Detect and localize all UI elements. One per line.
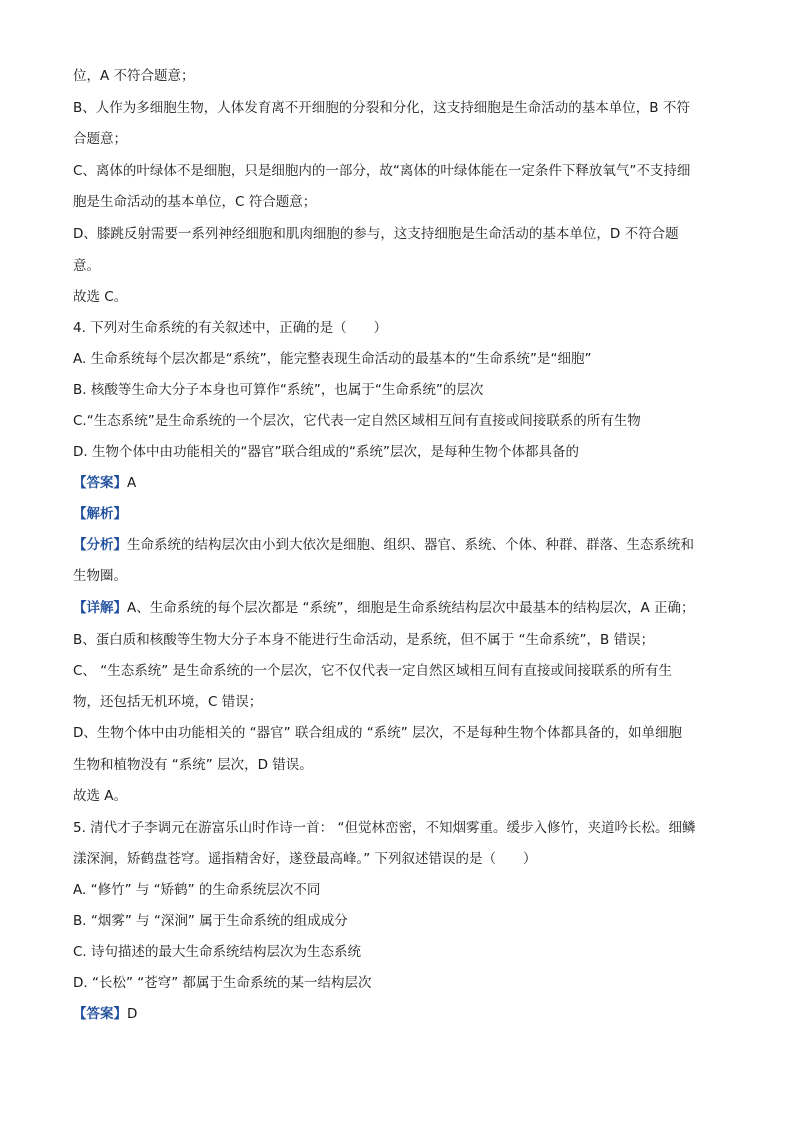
text-line: D、生物个体中由功能相关的 “器官” 联合组成的 “系统” 层次，不是每种生物个体都具备的，如单细胞 [73,725,683,741]
answer-line: 【答案】A [73,475,137,491]
answer-line: 【答案】D [73,1006,138,1022]
text-line: C、离体的叶绿体不是细胞，只是细胞内的一部分，故“离体的叶绿体能在一定条件下释放氧气”不支持细 [73,163,691,179]
text-line: 意。 [73,258,100,274]
text-line: 生物和植物没有 “系统” 层次，D 错误。 [73,757,313,773]
question-4-stem: 4. 下列对生命系统的有关叙述中，正确的是（ ） [73,320,388,336]
question-5-stem: 5. 清代才子李调元在游富乐山时作诗一首： “但觉林峦密，不知烟雾重。缓步入修竹，夹道吟长松。细鳞 [73,820,696,836]
question-4-option-d: D. 生物个体中由功能相关的“器官”联合组成的“系统”层次，是每种生物个体都具备的 [73,444,579,460]
text-line: 漾深涧，矫鹤盘苍穹。遥指精舍好，遂登最高峰。” 下列叙述错误的是（ ） [73,851,537,867]
text-line: D、膝跳反射需要一系列神经细胞和肌肉细胞的参与，这支持细胞是生命活动的基本单位，D 不符合题 [73,226,679,242]
question-4-option-a: A. 生命系统每个层次都是“系统”，能完整表现生命活动的最基本的“生命系统”是“细胞” [73,351,592,367]
text-line: 故选 C。 [73,289,128,305]
text-line: 位，A 不符合题意； [73,68,195,84]
text-line: C、 “生态系统” 是生命系统的一个层次，它不仅代表一定自然区域相互间有直接或间接联系的所有生 [73,663,672,679]
text-line: 合题意； [73,131,127,147]
detail-line: 【详解】A、生命系统的每个层次都是 “系统”，细胞是生命系统结构层次中最基本的结构层次，A 正确； [73,600,695,616]
question-5-option-c: C. 诗句描述的最大生命系统结构层次为生态系统 [73,944,362,960]
text-line: B、人作为多细胞生物，人体发育离不开细胞的分裂和分化，这支持细胞是生命活动的基本单位，B 不符 [73,100,690,116]
question-5-option-b: B. “烟雾” 与 “深涧” 属于生命系统的组成成分 [73,913,348,929]
text-line: 故选 A。 [73,788,128,804]
text-line: 胞是生命活动的基本单位，C 符合题意； [73,194,317,210]
question-4-option-b: B. 核酸等生命大分子本身也可算作“系统”，也属于“生命系统”的层次 [73,382,484,398]
question-5-option-a: A. “修竹” 与 “矫鹤” 的生命系统层次不同 [73,882,321,898]
text-line: 生物圈。 [73,568,127,584]
analysis-line: 【分析】生命系统的结构层次由小到大依次是细胞、组织、器官、系统、个体、种群、群落、生态系统和 [73,537,694,553]
text-line: B、蛋白质和核酸等生物大分子本身不能进行生命活动，是系统，但不属于 “生命系统”，B 错误； [73,632,655,648]
question-4-option-c: C.“生态系统”是生命系统的一个层次，它代表一定自然区域相互间有直接或间接联系的所有生物 [73,413,641,429]
question-5-option-d: D. “长松” “苍穹” 都属于生命系统的某一结构层次 [73,975,372,991]
text-line: 物，还包括无机环境，C 错误； [73,694,263,710]
analysis-heading: 【解析】 [73,506,127,522]
